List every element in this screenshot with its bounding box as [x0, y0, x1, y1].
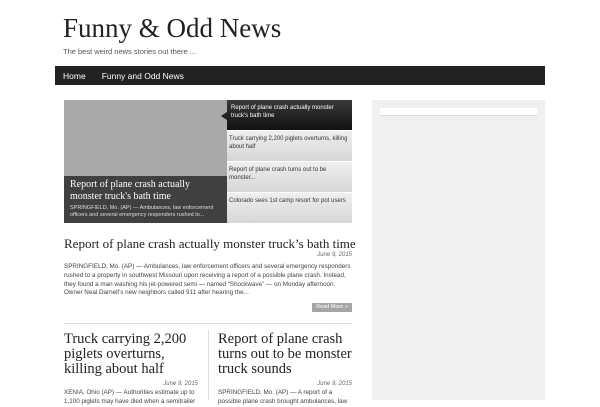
- slide-tab-3[interactable]: [227, 162, 352, 193]
- post-excerpt: XENIA, Ohio (AP) — Authorities estimate up to 1,100 piglets may have died when a semitrailer: [64, 389, 196, 405]
- post-card: [64, 332, 198, 407]
- featured-slider: [64, 100, 352, 223]
- nav-item-home[interactable]: Home: [63, 70, 86, 81]
- featured-post-title[interactable]: Report of plane crash actually monster truck’s bath time: [64, 236, 356, 251]
- divider: [64, 323, 352, 324]
- slide-tab-2[interactable]: [227, 131, 352, 162]
- active-tab-pointer-icon: [221, 112, 227, 120]
- slide-caption-excerpt: SPRINGFIELD, Mo. (AP) — Ambulances, law enforcement officers and several emergency responders rushed to...: [70, 205, 214, 218]
- site-tagline: The best weird news stories out there ...: [63, 47, 196, 56]
- main-nav: [55, 66, 545, 85]
- nav-item-funny-and-odd-news[interactable]: Funny and Odd News: [101, 70, 184, 81]
- post-title[interactable]: Report of plane crash turns out to be monster truck sounds: [218, 331, 352, 377]
- post-date: June 9, 2015: [317, 381, 352, 387]
- post-title[interactable]: Truck carrying 2,200 piglets overturns, killing about half: [64, 331, 187, 377]
- sidebar-widget: [380, 108, 537, 116]
- featured-post-excerpt: SPRINGFIELD, Mo. (AP) — Ambulances, law enforcement officers and several emergency responders rushed to a property in southwest Missouri upon receiving a report of a possible plane crash. Instead, they found a man washing his jet-powered semi — named “Shockwave” — on Monday afternoon. Owner Neal Darnell’s new neighbors called 911 after hearing the...: [64, 263, 351, 297]
- sidebar: [372, 100, 545, 400]
- slide-tab-4[interactable]: [227, 193, 352, 224]
- slide-tab-label: Report of plane crash turns out to be monster...: [229, 167, 327, 181]
- slide-tabs: [227, 100, 352, 223]
- column-divider: [208, 330, 209, 400]
- slide-tab-label: Report of plane crash actually monster truck's bath time: [231, 105, 334, 119]
- post-date: June 9, 2015: [163, 381, 198, 387]
- slide-caption-title[interactable]: Report of plane crash actually monster truck's bath time: [70, 179, 190, 202]
- slide-caption: [64, 176, 227, 223]
- slide-tab-label: Truck carrying 2,200 piglets overturns, killing about half: [229, 136, 348, 150]
- featured-post-date: June 9, 2015: [317, 252, 352, 258]
- post-excerpt: SPRINGFIELD, Mo. (AP) — A report of a possible plane crash brought ambulances, law: [218, 389, 348, 405]
- post-card: [218, 332, 352, 407]
- slide-tab-1[interactable]: [227, 100, 352, 131]
- slide-tab-label: Colorado sees 1st camp resort for pot users: [229, 198, 346, 204]
- site-title[interactable]: Funny & Odd News: [63, 13, 282, 43]
- read-more-button[interactable]: Read More »: [312, 303, 352, 312]
- slide-image[interactable]: [64, 100, 227, 223]
